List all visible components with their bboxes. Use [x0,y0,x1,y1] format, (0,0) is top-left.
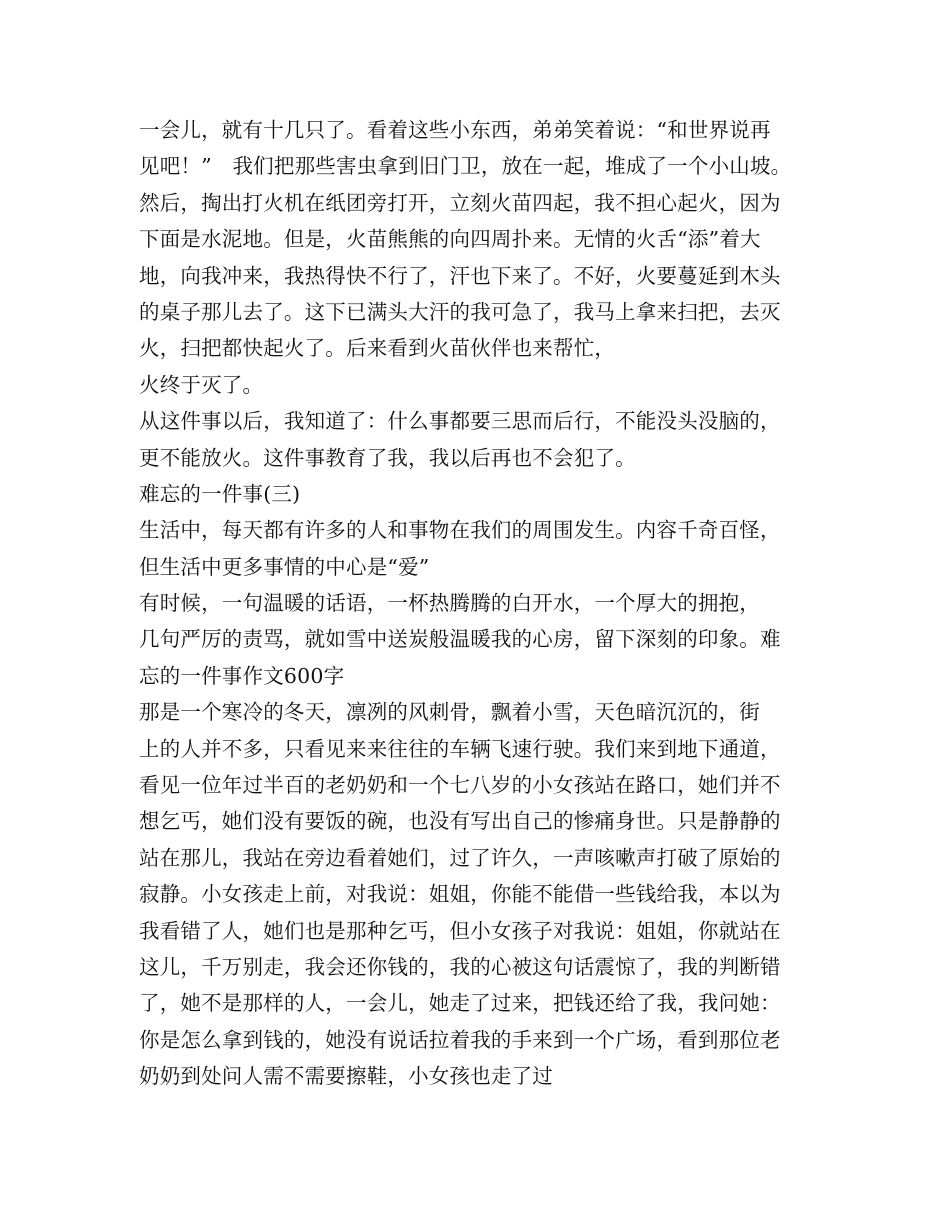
text-line: 站在那儿，我站在旁边看着她们，过了许久，一声咳嗽声打破了原始的 [139,845,781,870]
body-text [139,112,839,1095]
text-line: 那是一个寒冷的冬天，凛冽的风刺骨，飘着小雪，天色暗沉沉的，街 [139,700,760,725]
section-heading: 难忘的一件事(三) [139,481,301,506]
text-line: 上的人并不多，只看见来来往往的车辆飞速行驶。我们来到地下通道， [139,736,781,761]
text-line: 看见一位年过半百的老奶奶和一个七八岁的小女孩站在路口，她们并不 [139,773,781,798]
text-line: 了，她不是那样的人，一会儿，她走了过来，把钱还给了我，我问她： [139,991,781,1016]
text-line: 寂静。小女孩走上前，对我说：姐姐，你能不能借一些钱给我，本以为 [139,882,781,907]
text-line: 我看错了人，她们也是那种乞丐，但小女孩子对我说：姐姐，你就站在 [139,918,781,943]
text-line: 火，扫把都快起火了。后来看到火苗伙伴也来帮忙， [139,336,616,361]
text-line: 然后，掏出打火机在纸团旁打开，立刻火苗四起，我不担心起火，因为 [139,190,781,215]
text-line: 下面是水泥地。但是，火苗熊熊的向四周扑来。无情的火舌“添”着大 [139,227,761,252]
text-line: 想乞丐，她们没有要饭的碗，也没有写出自己的惨痛身世。只是静静的 [139,809,781,834]
text-line: 见吧！” 我们把那些害虫拿到旧门卫，放在一起，堆成了一个小山坡。 [139,154,792,179]
text-line: 地，向我冲来，我热得快不行了，汗也下来了。不好，火要蔓延到木头 [139,263,781,288]
text-line: 有时候，一句温暖的话语，一杯热腾腾的白开水，一个厚大的拥抱， [139,591,760,616]
text-line: 忘的一件事作文600字 [139,663,345,688]
text-line: 更不能放火。这件事教育了我，我以后再也不会犯了。 [139,445,636,470]
text-line: 的桌子那儿去了。这下已满头大汗的我可急了，我马上拿来扫把，去灭 [139,299,781,324]
text-line: 奶奶到处问人需不需要擦鞋，小女孩也走了过 [139,1064,553,1089]
text-line: 但生活中更多事情的中心是“爱” [139,554,430,579]
text-line: 一会儿，就有十几只了。看着这些小东西，弟弟笑着说：“和世界说再 [139,118,771,142]
text-line: 你是怎么拿到钱的，她没有说话拉着我的手来到一个广场，看到那位老 [139,1027,781,1052]
text-line: 几句严厉的责骂，就如雪中送炭般温暖我的心房，留下深刻的印象。难 [139,627,781,652]
text-line: 生活中，每天都有许多的人和事物在我们的周围发生。内容千奇百怪， [139,518,781,543]
text-line: 火终于灭了。 [139,372,264,397]
text-line: 这儿，千万别走，我会还你钱的，我的心被这句话震惊了，我的判断错 [139,954,781,979]
text-line: 从这件事以后，我知道了：什么事都要三思而后行，不能没头没脑的， [139,409,781,434]
